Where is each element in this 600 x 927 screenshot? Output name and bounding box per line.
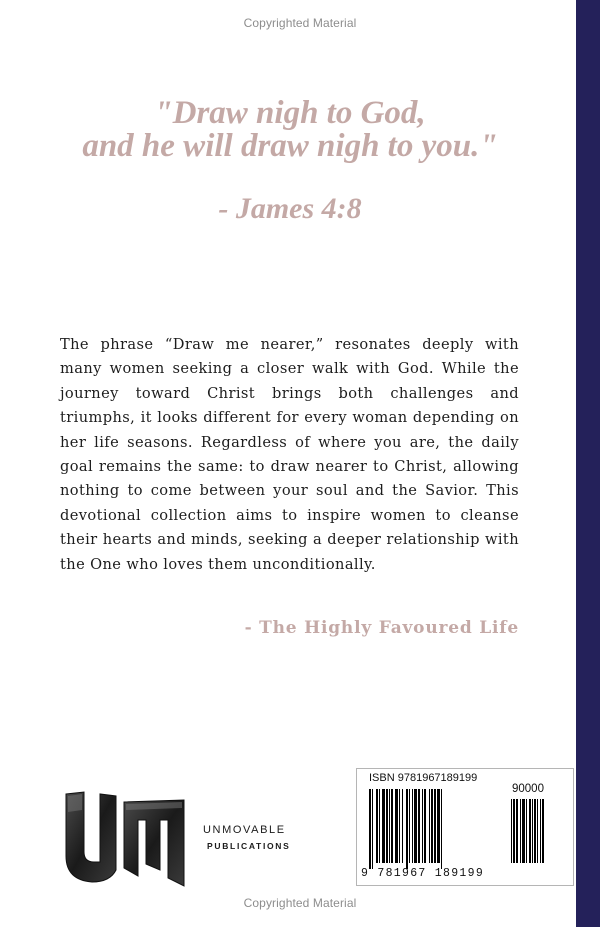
publisher-subtitle: PUBLICATIONS	[207, 841, 291, 851]
scripture-reference: - James 4:8	[218, 192, 362, 225]
book-description: The phrase “Draw me nearer,” resonates deeply with many women seeking a closer walk with God. While the journey toward Christ brings both challenges and triumphs, it looks different for every woman depending on her life seasons. Regardless of where you are, the daily goal remains the same: to draw nearer to Christ, allowing nothing to come between your soul and the Savior. This devotional collection aims to inspire women to cleanse their hearts and minds, seeking a deeper relationship with the One who loves them unconditionally.	[60, 336, 519, 573]
publisher-logo-icon	[60, 790, 190, 888]
isbn-barcode	[356, 768, 574, 886]
quote-line-1: "Draw nigh to God,	[154, 95, 426, 131]
isbn-label: ISBN 9781967189199	[369, 772, 478, 784]
price-code: 90000	[512, 783, 544, 795]
publisher-name: UNMOVABLE	[203, 824, 286, 836]
barcode-digits: 9 781967 189199	[361, 867, 485, 880]
cover-spine-strip	[576, 0, 600, 927]
author-signature: - The Highly Favoured Life	[244, 618, 519, 638]
quote-line-2: and he will draw nigh to you."	[82, 128, 498, 164]
watermark-top: Copyrighted Material	[243, 16, 357, 30]
watermark-bottom: Copyrighted Material	[243, 896, 357, 910]
